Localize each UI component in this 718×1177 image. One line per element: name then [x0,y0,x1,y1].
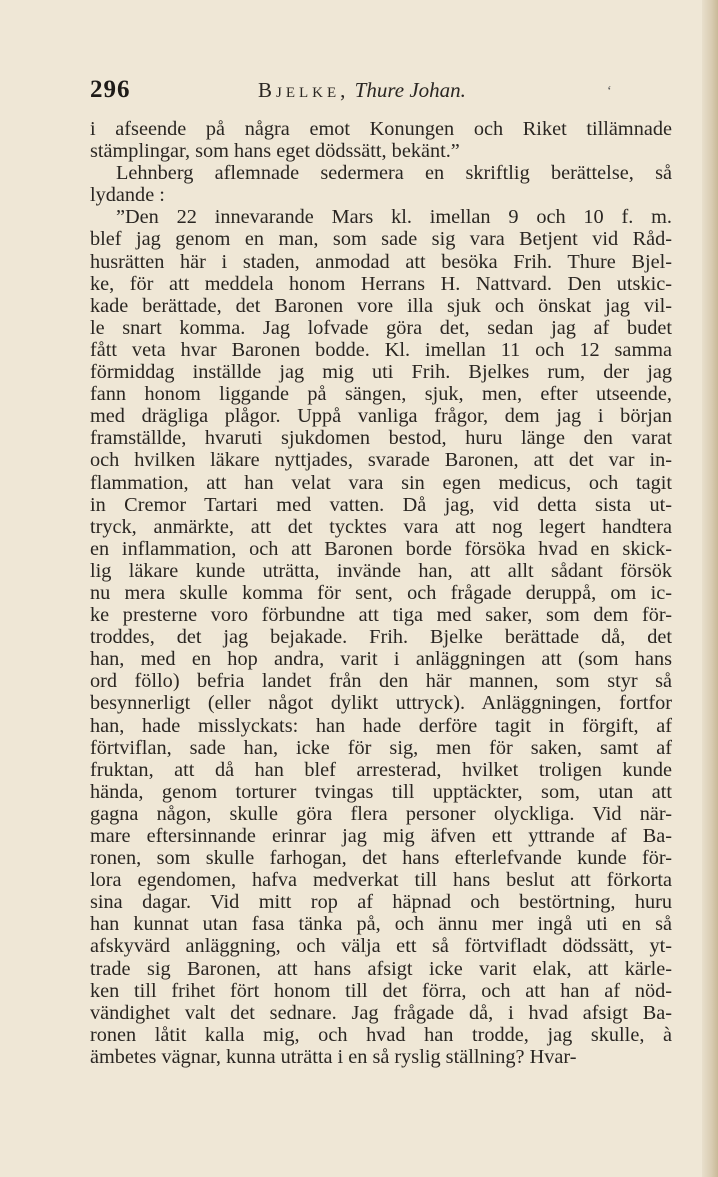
text-line: i afseende på några emot Konungen och Riket tillämnade [90,118,672,140]
text-line: ronen låtit kalla mig, och hvad han trodde, jag skulle, à [90,1023,672,1046]
text-line: trade sig Baronen, att hans afsigt icke varit elak, att kärle- [90,957,672,980]
text-line: blef jag genom en man, som sade sig vara Betjent vid Råd- [90,228,672,251]
text-line: Lehnberg aflemnade sedermera en skriftlig berättelse, så [116,162,672,185]
text-line: och hvilken läkare nyttjades, svarade Baronen, att det var in- [90,449,672,472]
text-line: afskyvärd anläggning, och välja ett så förtvifladt dödssätt, yt- [90,935,672,958]
text-line: lora egendomen, hafva medverkat till hans beslut att förkorta [90,869,672,892]
text-line: ke presterne voro förbundne att tiga med saker, som dem för- [90,604,672,627]
text-line: fruktan, att då han blef arresterad, hvilket troligen kunde [90,758,672,781]
text-line: ke, för att meddela honom Herrans H. Nattvard. Den utskic- [90,272,672,295]
given-names: Thure Johan. [354,78,466,102]
text-line: husrätten här i staden, anmodad att besöka Frih. Thure Bjel- [90,250,672,273]
text-line: han kunnat utan fasa tänka på, och ännu mer ingå uti en så [90,913,672,936]
page-number: 296 [90,76,131,103]
text-line: ord föllo) befria landet från den här mannen, som styr så [90,670,672,693]
text-line: le snart komma. Jag lofvade göra det, sedan jag af budet [90,316,672,339]
text-line: han, hade misslyckats: han hade derföre tagit in förgift, af [90,714,672,737]
text-line: tryck, anmärkte, att det tycktes vara att nog legert handtera [90,515,672,538]
text-line: förmiddag inställde jag mig uti Frih. Bjelkes rum, der jag [90,361,672,384]
text-line: fått veta hvar Baronen bodde. Kl. imellan 11 och 12 samma [90,338,672,361]
text-line: fann honom liggande på sängen, sjuk, men, efter utseende, [90,383,672,406]
text-line: vändighet valt det sednare. Jag frågade då, i hvad afsigt Ba- [90,1001,672,1024]
text-line: framställde, hvaruti sjukdomen bestod, huru länge den varat [90,427,672,450]
text-line: han, med en hop andra, varit i anläggningen att (som hans [90,648,672,671]
text-line: mare eftersinnande erinrar jag mig äfven ett yttrande af Ba- [90,825,672,847]
text-line: flammation, att han velat vara sin egen medicus, och tagit [90,471,672,494]
text-line: ronen, som skulle farhogan, det hans efterlefvande kunde för- [90,847,672,870]
text-line: stämplingar, som hans eget dödssätt, bekänt.” [90,140,460,163]
text-line: lig läkare kunde uträtta, invände han, att allt sådant försök [90,559,672,582]
text-line: in Cremor Tartari med vatten. Då jag, vid detta sista ut- [90,493,672,516]
text-line: sina dagar. Vid mitt rop af häpnad och bestörtning, huru [90,891,672,914]
text-line: ken till frihet fört honom till det förra, och att han af nöd- [90,979,672,1002]
surname: Bjelke, [258,78,350,102]
text-line: förtviflan, sade han, icke för sig, men för saken, samt af [90,736,672,759]
text-line: en inflammation, och att Baronen borde försöka hvad en skick- [90,537,672,560]
text-line: ämbetes vägnar, kunna uträtta i en så ryslig ställning? Hvar- [90,1045,577,1068]
running-head [258,78,466,103]
text-line: ”Den 22 innevarande Mars kl. imellan 9 och 10 f. m. [116,206,672,229]
text-line: gagna någon, skulle göra flera personer olyckliga. Vid när- [90,802,672,825]
body-text [90,118,672,1068]
text-line: nu mera skulle komma för sent, och frågade deruppå, om ic- [90,581,672,604]
text-line: kade berättade, det Baronen vore illa sjuk och önskat jag vil- [90,294,672,317]
text-line: lydande : [90,184,165,207]
text-line: hända, genom torturer tvingas till upptäckter, som, utan att [90,780,672,803]
text-line: besynnerligt (eller något dylikt uttryck). Anläggningen, fortfor [90,692,672,715]
running-header [90,72,670,106]
text-line: med drägliga plågor. Uppå vanliga frågor, dem jag i början [90,405,672,428]
page-edge [702,0,718,1177]
stray-mark: ʻ [607,84,612,99]
text-line: troddes, det jag bejakade. Frih. Bjelke berättade då, det [90,626,672,649]
